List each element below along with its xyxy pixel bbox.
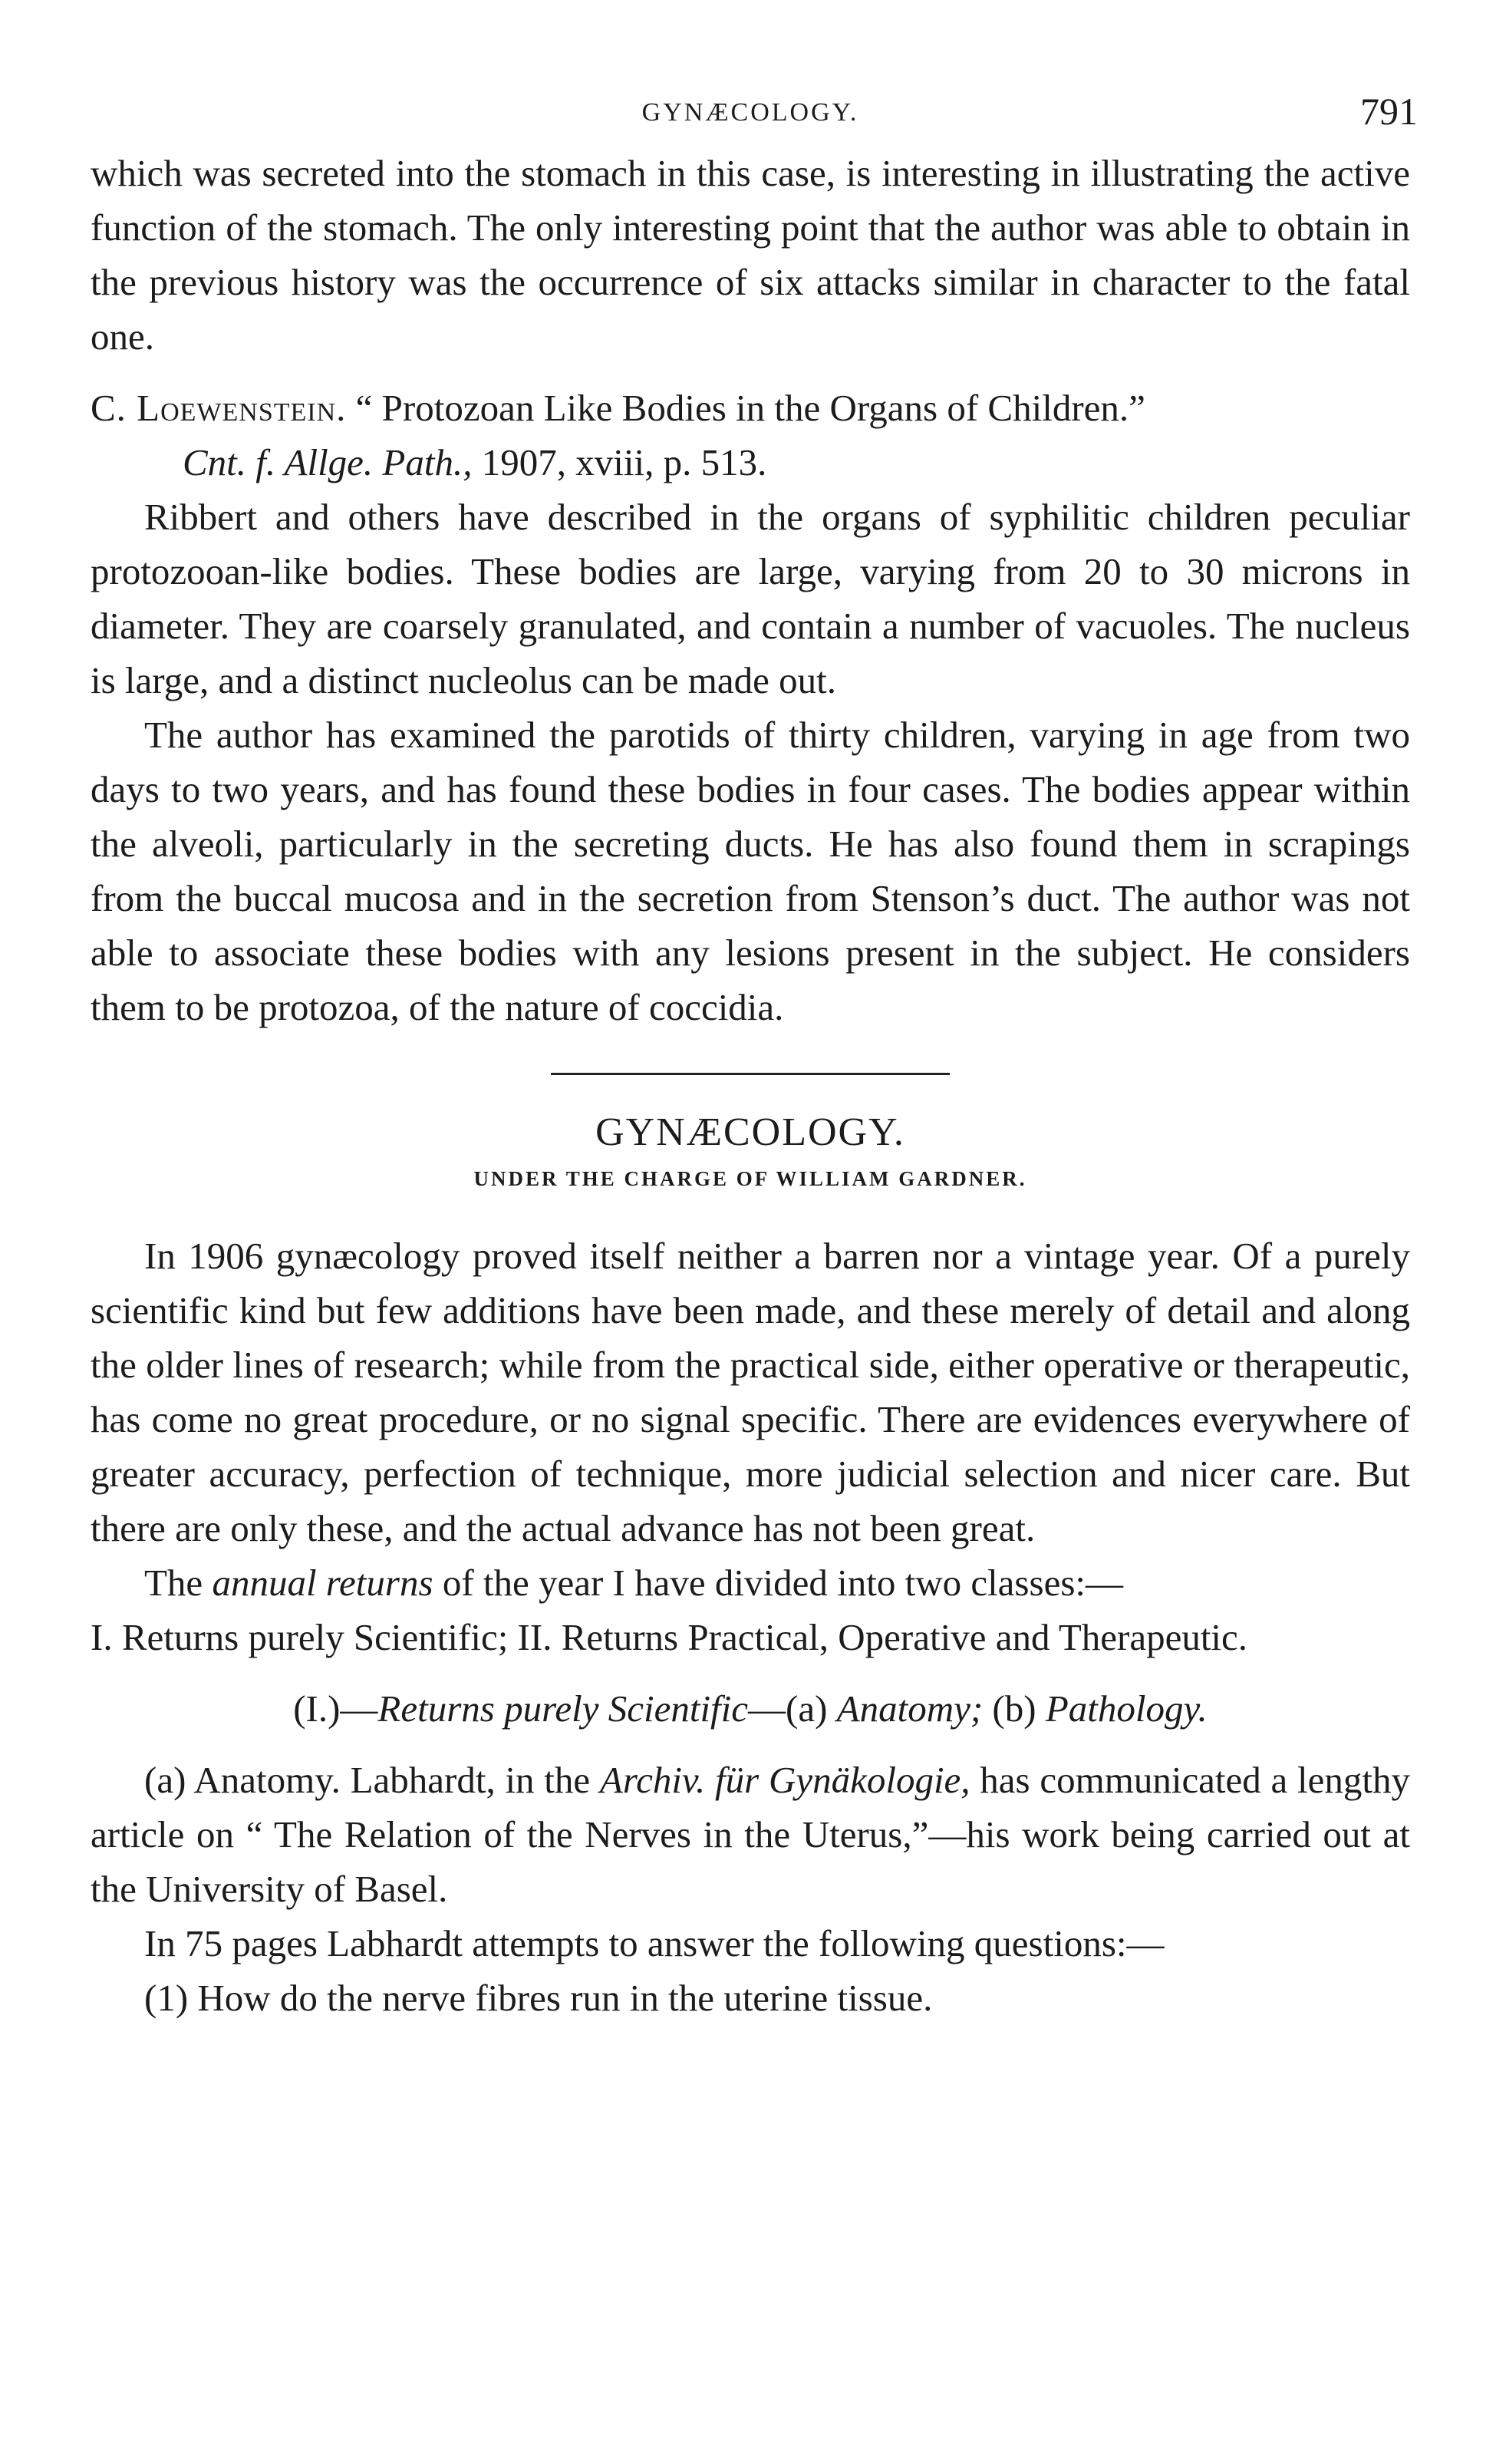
heading-a-text: Anatomy; <box>836 1687 984 1730</box>
abstract-paragraph: The author has examined the parotids of thirty children, varying in age from two days to two years, and has found these bodies in four cases. The bodies appear within the alveoli, particularly in the secreting ducts. He has also found them in scrapings from the buccal mucosa and in the secretion from Stenson’s duct. The author was not able to associate these bodies with any lesions present in the subject. He considers them to be protozoa, of the nature of coccidia. <box>91 714 1410 1028</box>
running-head: GYNÆCOLOGY. <box>641 98 859 127</box>
heading-title: Returns purely Scientific <box>377 1687 749 1730</box>
annual-returns-classes: I. Returns purely Scientific; II. Returns Practical, Operative and Therapeutic. <box>91 1616 1248 1658</box>
section-divider <box>551 1073 950 1075</box>
annual-returns-emphasis: annual returns <box>212 1562 433 1604</box>
scientific-heading <box>91 1681 1410 1736</box>
continued-paragraph: which was secreted into the stomach in this case, is interesting in illustrating the active function of the stomach. The only interesting point that the author was able to obtain in the previous history was the occurrence of six attacks similar in character to the fatal one. <box>91 152 1410 358</box>
page-number: 791 <box>1360 90 1418 133</box>
anatomy-journal: Archiv. für Gynäkologie, <box>599 1759 970 1801</box>
annual-returns-paragraph <box>91 1555 1410 1610</box>
anatomy-label: (a) Anatomy. <box>144 1759 341 1801</box>
heading-numeral: (I.)— <box>293 1687 378 1730</box>
page-header <box>91 84 1418 146</box>
anatomy-paragraph <box>91 1753 1410 1916</box>
annual-returns-rest: of the year I have divided into two classes:— <box>433 1562 1124 1604</box>
abstract-paragraph: Ribbert and others have described in the organs of syphilitic children peculiar protozooan-like bodies. These bodies are large, varying from 20 to 30 microns in diameter. They are coarsely granulated, and contain a number of vacuoles. The nucleus is large, and a distinct nucleolus can be made out. <box>91 496 1410 701</box>
anatomy-text-1: Labhardt, in the <box>340 1759 600 1801</box>
citation-line <box>91 381 1410 435</box>
heading-separator: — <box>748 1687 786 1730</box>
heading-b-text: Pathology. <box>1045 1687 1208 1730</box>
body-paragraph: In 1906 gynæcology proved itself neither a barren nor a vintage year. Of a purely scientific kind but few additions have been made, and these merely of detail and along the older lines of research; while from the practical side, either operative or therapeutic, has come no great procedure, or no signal specific. There are evidences everywhere of greater accuracy, perfection of technique, more judicial selection and nicer care. But there are only these, and the actual advance has not been great. <box>91 1235 1410 1549</box>
citation-source <box>91 435 1410 490</box>
heading-b-label: (b) <box>983 1687 1046 1730</box>
questions-intro: In 75 pages Labhardt attempts to answer the following questions:— <box>144 1922 1165 1964</box>
anatomy-text-2: has communicated a lengthy article on “ The Relation of the Nerves in the Uterus,”—his work being carried out at the University of Basel. <box>91 1759 1410 1910</box>
question-item: (1) How do the nerve fibres run in the uterine tissue. <box>144 1977 933 2019</box>
section-title: GYNÆCOLOGY. <box>595 1110 905 1154</box>
section-subtitle: UNDER THE CHARGE OF WILLIAM GARDNER. <box>473 1167 1027 1190</box>
citation-author: C. Loewenstein. <box>91 387 347 429</box>
citation-title: “ Protozoan Like Bodies in the Organs of Children.” <box>355 387 1145 429</box>
annual-returns-lead: The <box>144 1562 213 1604</box>
book-page <box>91 84 1418 2025</box>
citation-journal: Cnt. f. Allge. Path., <box>183 441 473 483</box>
citation-details: 1907, xviii, p. 513. <box>481 441 767 483</box>
heading-a-label: (a) <box>786 1687 837 1730</box>
